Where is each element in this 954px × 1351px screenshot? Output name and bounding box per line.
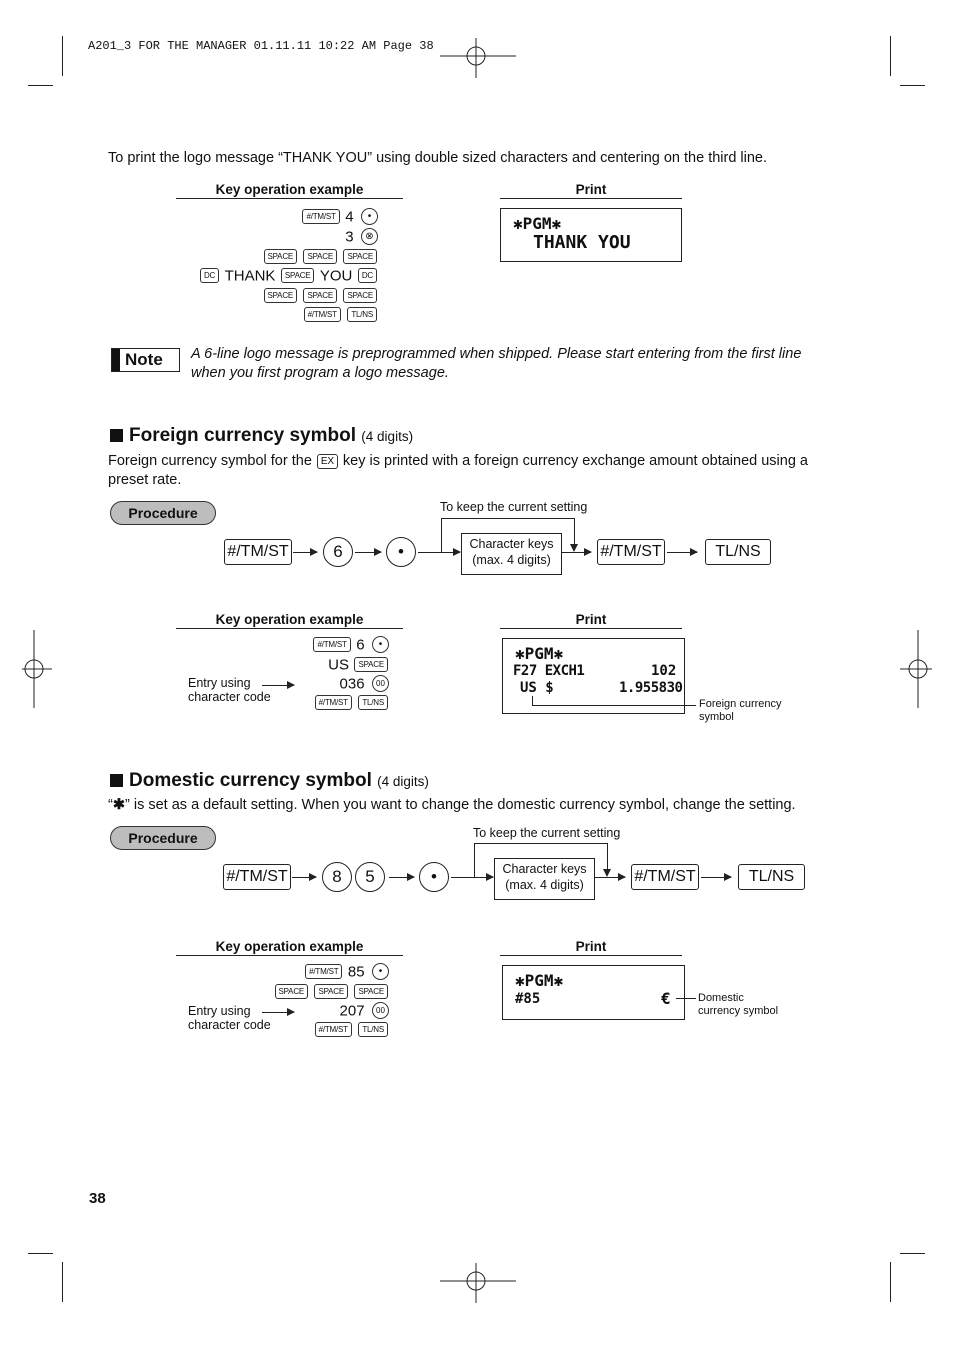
key-tm-st: #/TM/ST [631,864,699,890]
key-space: SPACE [303,288,337,303]
crop-mark [890,1262,891,1302]
key-text: THANK [224,267,276,285]
key-text: US [328,656,350,674]
page-number: 38 [89,1190,106,1207]
key-number: 5 [355,862,385,892]
key-dc: DC [358,268,377,283]
key-sequence [180,208,378,328]
key-space: SPACE [343,288,377,303]
key-space: SPACE [281,268,315,283]
key-tm-st: #/TM/ST [315,695,352,710]
asterisk-symbol: ✱ [112,797,125,813]
key-tm-st: #/TM/ST [315,1022,352,1037]
key-space: SPACE [354,657,388,672]
section-heading: Domestic currency symbol (4 digits) [110,770,429,792]
print-heading: Print [500,939,682,956]
key-tl-ns: TL/NS [738,864,805,890]
intro-text: To print the logo message “THANK YOU” using double sized characters and centering on the third line. [108,150,768,166]
procedure-label: Procedure [110,826,216,850]
key-tl-ns: TL/NS [358,695,388,710]
registration-mark [440,1263,516,1303]
note-badge [111,348,180,372]
entry-note: Entry using character code [188,1004,271,1032]
pointer-arrow [262,1012,294,1013]
section-description: Foreign currency symbol for the EX key is printed with a foreign currency exchange amount obtained using a preset rate. [108,453,808,488]
flow-arrow [594,877,625,878]
key-tl-ns: TL/NS [347,307,377,322]
receipt-line: THANK YOU [533,232,631,253]
key-tm-st: #/TM/ST [302,209,339,224]
key-space: SPACE [275,984,309,999]
flow-arrow [355,552,381,553]
section-heading: Foreign currency symbol (4 digits) [110,425,413,447]
key-number: 036 [339,675,365,693]
key-tm-st: #/TM/ST [597,539,665,565]
crop-mark [28,85,53,86]
key-number: 85 [347,963,365,981]
key-tl-ns: TL/NS [358,1022,388,1037]
key-double-zero: 00 [372,1002,389,1019]
keep-setting-label: To keep the current setting [473,826,621,840]
key-space: SPACE [264,249,298,264]
flow-arrow [475,877,493,878]
section-description: “✱” is set as a default setting. When you want to change the domestic currency symbol, change the setting. [108,797,796,813]
key-space: SPACE [314,984,348,999]
key-tm-st: #/TM/ST [305,964,342,979]
key-space: SPACE [343,249,377,264]
flow-arrow [561,552,591,553]
callout-label: Domestic currency symbol [698,992,779,1017]
key-double-zero: 00 [372,675,389,692]
flow-arrow [667,552,697,553]
key-tm-st: #/TM/ST [313,637,350,652]
character-keys-box: Character keys (max. 4 digits) [461,533,562,575]
registration-mark [440,38,516,78]
crop-mark [62,1262,63,1302]
entry-note: Entry using character code [188,676,271,704]
print-heading: Print [500,612,682,629]
crop-mark [62,36,63,76]
character-keys-box: Character keys (max. 4 digits) [494,858,595,900]
print-slug: A201_3 FOR THE MANAGER 01.11.11 10:22 AM Page 38 [88,39,434,53]
flow-arrow [701,877,731,878]
key-tl-ns: TL/NS [705,539,771,565]
callout-label: Foreign currency symbol [699,698,782,723]
keep-setting-label: To keep the current setting [440,500,588,514]
receipt-print: ✱PGM✱ #85 € [502,965,685,1020]
key-point: • [361,208,378,225]
receipt-line: ✱PGM✱ [513,214,562,233]
key-tm-st: #/TM/ST [304,307,341,322]
registration-mark [22,630,52,708]
receipt-print [500,208,682,262]
key-point: • [419,862,449,892]
key-number: 3 [345,228,354,246]
key-multiply: ⊗ [361,228,378,245]
print-heading: Print [500,182,682,199]
registration-mark [900,630,932,708]
key-operation-heading: Key operation example [176,612,403,629]
crop-mark [900,85,925,86]
flow-arrow [292,877,316,878]
key-operation-heading: Key operation example [176,939,403,956]
key-tm-st: #/TM/ST [223,864,291,890]
key-point: • [372,963,389,980]
key-text: YOU [319,267,353,285]
crop-mark [28,1253,53,1254]
flow-arrow [442,552,460,553]
key-ex: EX [317,454,338,469]
pointer-arrow [262,685,294,686]
key-number: 6 [323,537,353,567]
flow-arrow [293,552,317,553]
key-number: 6 [356,636,365,654]
crop-mark [900,1253,925,1254]
flow-arrow [389,877,414,878]
key-number: 8 [322,862,352,892]
key-number: 4 [345,208,354,226]
note-label: Note [125,350,163,369]
key-space: SPACE [303,249,337,264]
key-dc: DC [200,268,219,283]
key-point: • [386,537,416,567]
key-operation-heading: Key operation example [176,182,403,199]
procedure-label: Procedure [110,501,216,525]
key-space: SPACE [354,984,388,999]
key-space: SPACE [264,288,298,303]
receipt-print: ✱PGM✱ F27 EXCH1 102 US $ 1.955830 [502,638,685,714]
key-tm-st: #/TM/ST [224,539,292,565]
note-text: A 6-line logo message is preprogrammed when shipped. Please start entering from the first line when you first program a logo message. [191,346,802,381]
crop-mark [890,36,891,76]
key-number: 207 [339,1002,365,1020]
key-point: • [372,636,389,653]
